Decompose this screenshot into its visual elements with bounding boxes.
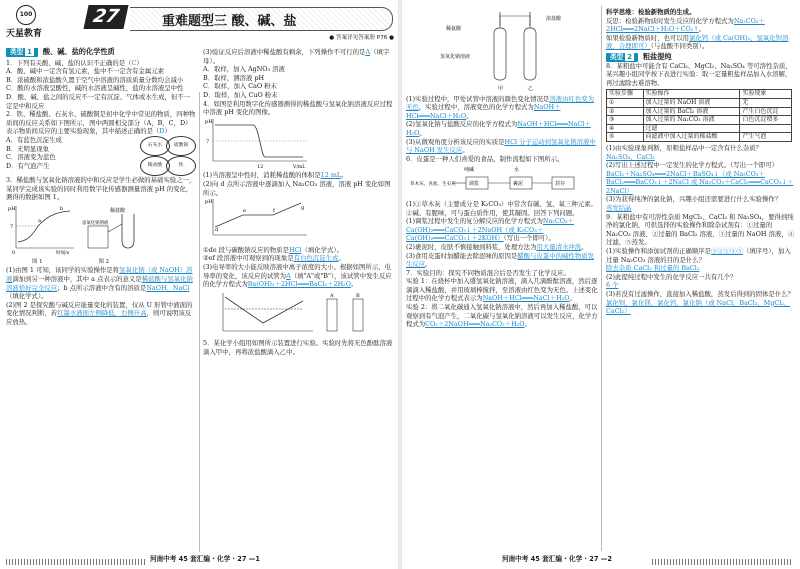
answer: Ba(OH)₂＋2HCl═══BaCl₂＋2H₂O (247, 280, 351, 289)
figure-2-caption: 图 2 (98, 258, 110, 265)
page-header (6, 3, 394, 43)
svg-text:氢氧化钠溶液: 氢氧化钠溶液 (440, 54, 471, 60)
left-page (0, 0, 398, 569)
experiment-table (606, 89, 792, 142)
answer: 溶液由红色变为无色 (406, 94, 594, 112)
question-4: 4．如图是利用数字化传感器测得的稀盐酸与氢氧化钠溶液反应过程中溶液 pH 变化的图像。 pH 7 12 V/mL (1)当溶液呈中性时，消耗稀盐酸的体积是12 mL。 (2)向 d 点所示溶液中逐滴加入 Na₂CO₃ 溶液，溶液 pH 变化如图所示。 pH d e f g ①de 段与碳酸钠反应的物质是HCl（填化学式）。 ②ef 段溶液中可观察到的现象是有白色沉淀生成。 (3)电导率的大小能反映溶液中离子浓度的大小。根据如图所示，电导率的变化，该反应的试管为A（填"A"或"B"），该试管中发生反应的化学方程式为Ba(OH)₂＋2HCl═══BaCl₂＋2H₂O。 A B (203, 100, 393, 340)
category-badge: 类型 1 (6, 48, 38, 57)
right-column-2 (606, 8, 796, 316)
svg-text:d: d (215, 227, 219, 234)
table-row: ② 加入过量的 BaCl₂ 溶液 产生白色沉淀 (607, 107, 792, 116)
figure-1-caption: 图 1 (32, 258, 43, 265)
category-2-heading (606, 53, 796, 62)
answer: 氯化钡、氯化镁、氯化钙、氯化钠（或 NaCl、BaCl₂、MgCl₂、CaCl₂） (606, 298, 791, 316)
answer: 有白色沉淀生成 (293, 254, 339, 263)
svg-text:裹泥: 裹泥 (513, 181, 524, 188)
svg-text:时间/s: 时间/s (56, 250, 70, 256)
svg-text:V/mL: V/mL (293, 164, 306, 169)
question-5: 5．某化学小组用如图所示装置进行实验。实验时先将无色酚酞溶液滴入甲中，再将浓盐酸滴入乙中。 (203, 339, 393, 356)
logo (6, 5, 54, 41)
conductivity-chart (203, 289, 383, 337)
category-title: 酸、碱、盐的化学性质 (42, 47, 115, 56)
table-row: ③ 加入过量的 Na₂CO₃ 溶液 白色沉淀增多 (607, 116, 792, 125)
table-row: ④ 过滤 (607, 124, 792, 133)
footer-pattern (6, 559, 146, 565)
svg-text:纯碱: 纯碱 (464, 167, 475, 174)
svg-text:B: B (356, 292, 360, 299)
svg-text:A: A (330, 292, 334, 299)
answer: 红墨水液面左侧降低，右侧升高 (57, 309, 147, 318)
svg-text:e: e (243, 208, 246, 215)
answer: HCl 分子运动到氢氧化钠溶液中与 NaOH 发生反应 (406, 137, 596, 155)
figure-1-ph-curve (6, 204, 76, 256)
answer: BaCl₂＋Na₂SO₄═══2NaCl＋BaSO₄↓（或 Na₂CO₃＋BaCl₂═══BaCO₃↓＋2NaCl 或 Na₂CO₃＋CaCl₂═══CaCO₃↓＋2NaCl） (606, 169, 794, 195)
answer: 6 个 (606, 281, 619, 290)
footer-text: 河南中考 45 套汇编 · 化学 · 27 —2 (502, 555, 612, 563)
table-row: ⑤ 向滤液中加入过量的稀盐酸 产生气泡 (607, 133, 792, 142)
answer: Na₂CO₃＋2HCl═══2NaCl＋H₂O＋CO₂↑ (606, 16, 765, 34)
answer: 除去杂质 CaCl₂ 和过量的 BaCl₂ (606, 264, 700, 273)
svg-text:pH: pH (8, 205, 16, 212)
footer-text: 河南中考 45 套汇编 · 化学 · 27 —1 (150, 555, 260, 563)
svg-text:pH: pH (205, 199, 213, 206)
answer: Na₂CO₃＋Ca(OH)₂═══CaCO₃↓＋2NaOH（或 K₂CO₃＋Ca(OH)₂═══CaCO₃↓＋2KOH） (406, 217, 574, 243)
answer: NaOH＋HCl═══NaCl＋H₂O (406, 103, 561, 120)
svg-text:浓盐酸: 浓盐酸 (546, 16, 562, 22)
svg-text:调浆: 调浆 (469, 181, 480, 188)
answer: C (131, 58, 137, 67)
right-column-1 (406, 8, 598, 329)
category-badge: 类型 2 (606, 53, 638, 62)
page-number-badge: 27 (83, 5, 128, 29)
svg-text:甲: 甲 (498, 86, 504, 92)
left-column-2 (203, 48, 393, 356)
question-1: 1．下列有关酸、碱、盐的认识不正确的是（C） A．酸、碱中一定含有氢元素，盐中不一定含有金属元素 B．浓硫酸和浓盐酸久置于空气中溶液的溶质质量分数均会减小 C．酸的水溶液呈酸性，碱的水溶液呈碱性，盐的水溶液呈中性 D．酸、碱、盐之间的反应不一定有沉淀、气体或水生成，但不一定是中和反应 (6, 58, 191, 110)
svg-text:f: f (273, 208, 275, 215)
answer: D (159, 127, 165, 136)
svg-text:乙: 乙 (528, 86, 534, 92)
answer: 蒸发结晶 (606, 204, 632, 213)
answer: NaOH＋HCl═══NaCl＋H₂O (482, 294, 570, 303)
question-7: 7．实验目的：探究不同物质混合后是否发生了化学反应。 实验 1：在烧杯中加入盛氢氧化钠溶液，滴入几滴酚酞溶液，然后逐滴滴入稀盐酸，并用玻璃棒搅拌，至溶液由红色变为无色。上述变化过程中的化学方程式表示为NaOH＋HCl═══NaCl＋H₂O。 实验 2：将二氧化碳通入氢氧化钠溶液中，然后再加入稀盐酸，可以观察到有气泡产生，二氧化碳与氢氧化钠溶液可以发生反应，化学方程式为CO₂＋2NaOH═══Na₂CO₃＋H₂O。 (406, 268, 598, 329)
answer: 稀盐酸与氢氧化钠溶液恰好完全反应 (6, 274, 193, 292)
question-2: 2．铁、稀盐酸、石灰水、硫酸铜是初中化学中常见的物质，四种物质间的反应关系如下图所示，图中两圆相交部分（A，B，C，D）表示物质间反应的主要实验现象，其中描述正确的是（D） A．有蓝色沉淀生成 B．无明显现象 C．溶液变为蓝色 D．有气泡产生 石灰水 硫酸铜 稀盐酸 铁 (6, 110, 196, 176)
answer: A (365, 48, 371, 56)
svg-text:稀氨酸: 稀氨酸 (446, 26, 462, 32)
right-page (402, 0, 800, 569)
svg-text:封存: 封存 (555, 181, 566, 188)
svg-text:b: b (60, 205, 64, 212)
venn-diagram: 石灰水 硫酸铜 稀盐酸 铁 (140, 136, 196, 176)
left-column-1 (6, 48, 196, 326)
question-9: 9．某粗盐中有可溶性杂质 MgCl₂、CaCl₂ 和 Na₂SO₄，要得到纯净的氯化钠，可供选择的实验操作和除杂试剂有：①过量的 Na₂CO₃ 溶液，②过量的 BaCl₂ 溶液，③过量的 NaOH 溶液，④过滤，⑤蒸发。 (1)实验操作和添加试剂的正确顺序是③②①④⑤（填序号），加入过量 Na₂CO₃ 溶液的目的是什么？ 除去杂质 CaCl₂ 和过量的 BaCl₂ (2)此提纯过程中发生的化学反应一共有几个？ 6 个 (3)若没有过滤操作，直接加入稀盐酸，蒸发后得到的固体是什么？ 氯化钡、氯化镁、氯化钙、氯化钠（或 NaCl、BaCl₂、MgCl₂、CaCl₂） (606, 212, 795, 316)
svg-text:12: 12 (257, 163, 264, 169)
answer: HCl (288, 245, 302, 254)
column-divider (601, 6, 602, 551)
question-8: 8．某粗盐中可能含有 CaCl₂、MgCl₂、Na₂SO₄ 等可溶性杂质，某兴趣小组同学按下表进行实验：取一定量粗盐样品加入水溶解，再过滤除去难溶物。 实验步骤 实验操作 实验现象 ① 加入过量的 NaOH 溶液 无 ② 加入过量的 BaCl₂ 溶液 产生白色沉淀 ③ 加入过量的 Na₂CO₃ 溶液 白色沉淀增多 ④ 过滤 ⑤ 向滤液中加入过量的稀盐酸 产生气泡 (1)由实验现象判断，原粗盐样品中一定含有什么杂质？ Na₂SO₄、CaCl₂ (2)写出上述过程中一定发生的化学方程式。（写出一个即可） BaCl₂＋Na₂SO₄═══2NaCl＋BaSO₄↓（或 Na₂CO₃＋BaCl₂═══BaCO₃↓＋2NaCl 或 Na₂CO₃＋CaCl₂═══CaCO₃↓＋2NaCl） (3)为获得纯净的氯化钠，兴趣小组还需要进行什么实验操作？ 蒸发结晶 (606, 62, 796, 213)
svg-text:7: 7 (206, 138, 210, 145)
science-thinking: 科学思维：检验新物质的生成。 反思：检验新物质时发生反应的化学方程式为Na₂CO₃＋2HCl═══2NaCl＋H₂O＋CO₂↑。 如果检验新物质时，也可以用氯化钙（或 Ca(OH)₂、氢氧化钡溶液，合理即可）（与盐酸不同类别）。 (606, 8, 789, 51)
title-bar (130, 7, 393, 31)
answer: 氢氧化钠（或 NaOH）溶液 (6, 266, 193, 283)
svg-text:0: 0 (12, 249, 16, 256)
logo-badge: 100 (16, 5, 36, 25)
question-3: 3．稀盐酸与氢氧化钠溶液的中和反应是学生必做的基础实验之一，某同学完成该实验的同时利用数字化传感器测量溶液 pH 的变化，测得的数据如图 1。 pH a b 7 0 时间/s 稀盐酸 氢氧化钠溶液 图 1 图 2 (1)由图 1 可知，该同学的实验操作是将氢氧化钠（或 NaOH）溶液滴加到另一种溶液中，其中 a 点表示的意义是稀盐酸与氢氧化钠溶液恰好完全反应；b 点所示溶液中含有的溶质是NaOH、NaCl（填化学式）。 (2)图 2 是探究酸与碱反应能量变化的装置，仅从 U 形管中液面的变化情况判断，若红墨水液面左侧降低，右侧升高，则可说明该反应放热。 (6, 175, 196, 326)
svg-text:a: a (38, 217, 41, 224)
answer-ref: ● 答案详见答案册 P76 ● (329, 35, 394, 41)
figure-2-u-tube (82, 204, 146, 256)
svg-text:稀盐酸: 稀盐酸 (110, 207, 126, 214)
svg-text:7: 7 (10, 223, 14, 230)
answer: 氯化钙（或 Ca(OH)₂、氢氧化钡溶液，合理即可） (606, 33, 789, 51)
category-title: 粗盐提纯 (642, 51, 672, 61)
na2co3-ph-chart (203, 197, 313, 243)
svg-text:g: g (301, 205, 305, 212)
category-1-heading (6, 48, 196, 57)
footer-pattern (652, 559, 792, 565)
svg-text:水: 水 (514, 167, 520, 174)
page-title: 重难题型三 酸、碱、盐 (162, 14, 297, 29)
answer: 用大量清水冲洗 (536, 242, 582, 251)
question-6: 6．皮蛋是一种人们喜爱的食品，制作流程如下图所示。 草木灰、食盐、生石灰 调浆 裹泥 封存 纯碱 水 (1)①草木灰（主要成分是 K₂CO₃）中常含有碳、氢、氧三种元素。 ②碱、有腥味，可与蛋白质作用，使其凝固。回答下列问题。 (1)调浆过程中发生的复分解反应的化学方程式为Na₂CO₃＋Ca(OH)₂═══CaCO₃↓＋2NaOH（或 K₂CO₃＋Ca(OH)₂═══CaCO₃↓＋2KOH）（写出一个即可）。 (2)裹泥时，皮肤不慎接触到料浆，处理方法为用大量清水冲洗。 (3)食用皮蛋时加醋能去除涩味的原因是醋酸与皮蛋中的碱性物质发生反应。 (406, 154, 597, 269)
answer: Na₂SO₄、CaCl₂ (606, 152, 655, 161)
lab-apparatus (406, 8, 596, 92)
column-divider (199, 92, 200, 552)
answer: A (286, 271, 291, 280)
answer: ③②①④⑤ (710, 247, 743, 256)
preserved-egg-flowchart (406, 163, 596, 197)
answer: NaOH、NaCl (146, 283, 190, 292)
svg-text:草木灰、食盐、生石灰: 草木灰、食盐、生石灰 (410, 182, 456, 188)
svg-text:pH: pH (205, 118, 213, 125)
answer: 12 mL (320, 171, 342, 180)
question-3-part-3: (3)验证反应后溶液中稀盐酸有剩余，下列操作不可行的是A（填字母）。 A．取样，加入 AgNO₃ 溶液 B．取样，测溶液 pH C．取样，加入 CaO 粉末 D．取样，加入 CuO 粉末 (203, 48, 390, 99)
answer: NaOH＋HCl═══NaCl＋H₂O (406, 120, 591, 137)
table-header: 实验步骤 实验操作 实验现象 (607, 90, 792, 99)
answer: CO₂＋2NaOH═══Na₂CO₃＋H₂O (425, 320, 525, 329)
question-5-parts: (1)实验过程中，甲处试管中溶液的颜色变化情况是溶液由红色变为无色，实验过程中，溶液变色的化学方程式为NaOH＋HCl═══NaCl＋H₂O。 (2)氢氧化钠与盐酸反应的化学方程式为NaOH＋HCl═══NaCl＋H₂O。 (3)从微观角度分析该反应的实质是HCl 分子运动到氢氧化钠溶液中与 NaOH 发生反应。 (406, 94, 596, 155)
logo-text: 天星教育 (6, 29, 43, 39)
answer: 醋酸与皮蛋中的碱性物质发生反应 (406, 251, 594, 269)
table-row: ① 加入过量的 NaOH 溶液 无 (607, 98, 792, 107)
ph-volume-chart (203, 117, 313, 169)
svg-text:氢氧化钠溶液: 氢氧化钠溶液 (82, 220, 109, 226)
